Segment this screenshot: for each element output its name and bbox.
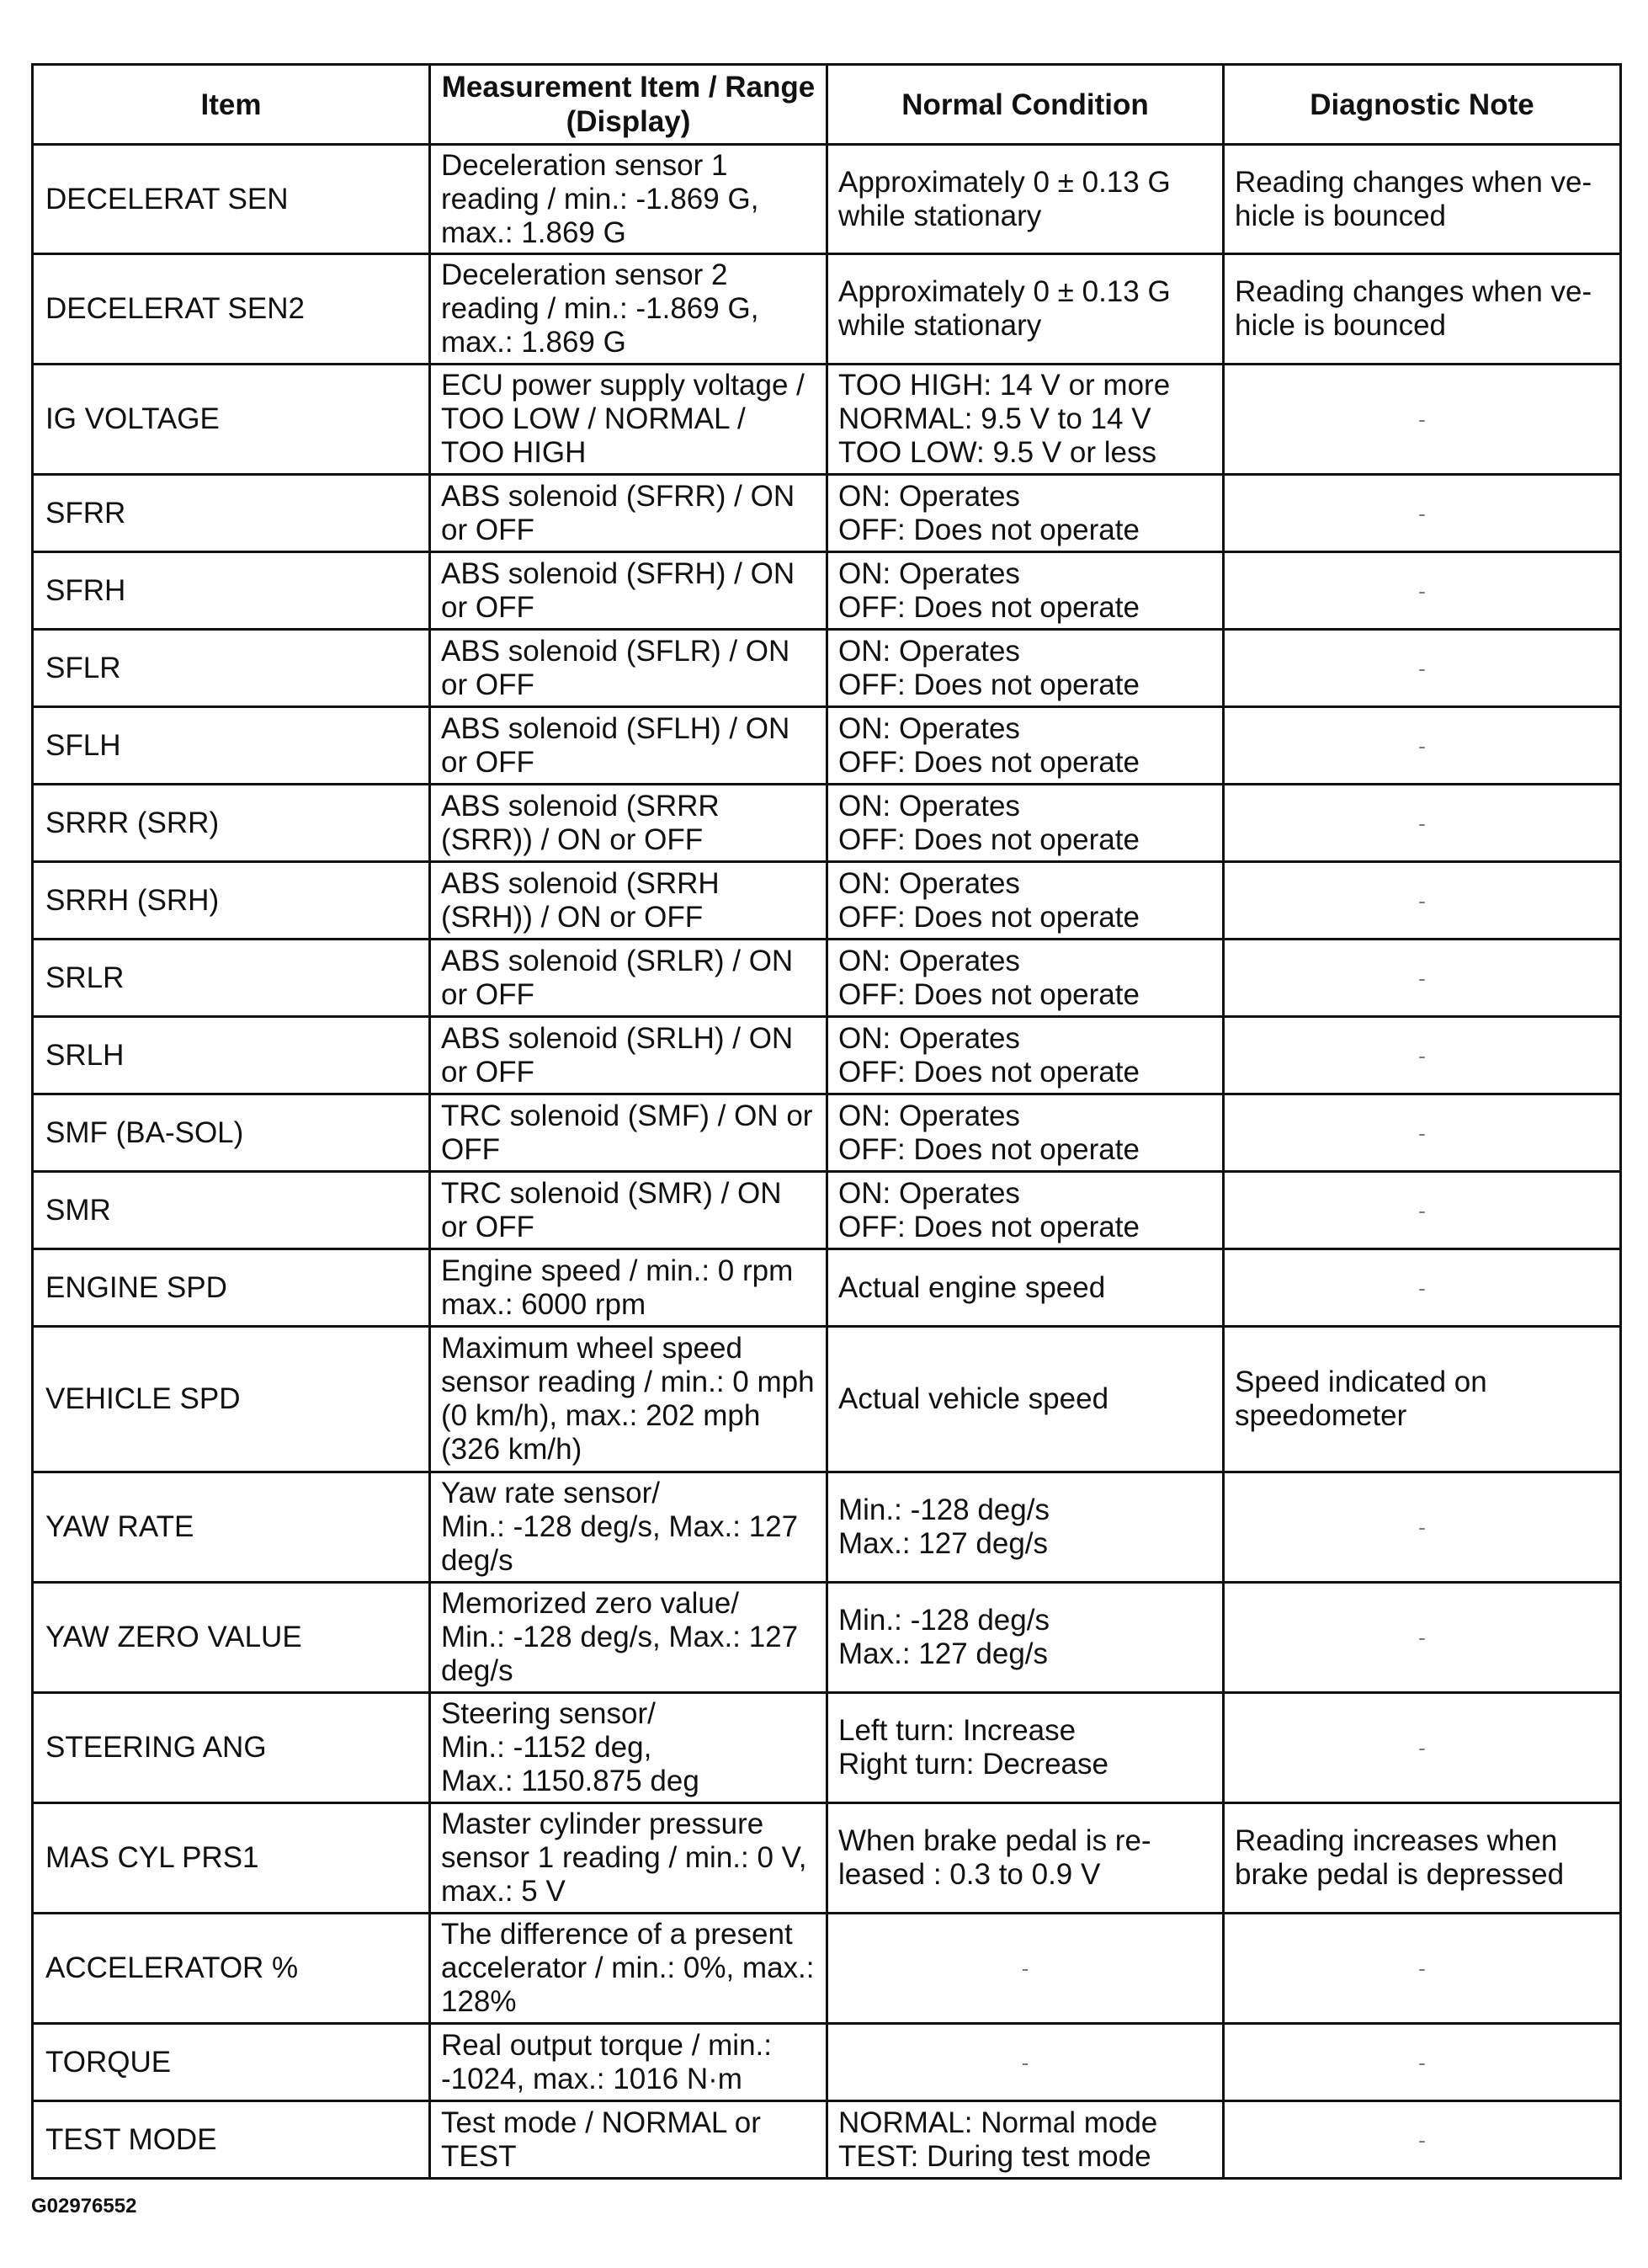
cell-diagnostic-note: - bbox=[1224, 630, 1621, 707]
cell-diagnostic-note: - bbox=[1224, 475, 1621, 552]
cell-normal-condition: Min.: -128 deg/s Max.: 127 deg/s bbox=[827, 1583, 1224, 1693]
cell-normal-condition: ON: Operates OFF: Does not operate bbox=[827, 1172, 1224, 1249]
cell-normal-condition: TOO HIGH: 14 V or more NORMAL: 9.5 V to 14 V TOO LOW: 9.5 V or less bbox=[827, 365, 1224, 475]
cell-normal-condition: Approximately 0 ± 0.13 G while stationary bbox=[827, 254, 1224, 365]
cell-item: SFRH bbox=[33, 552, 430, 630]
cell-measurement: Real output torque / min.: -1024, max.: 1016 N·m bbox=[430, 2024, 827, 2101]
header-diagnostic-note: Diagnostic Note bbox=[1224, 65, 1621, 145]
cell-item: SMR bbox=[33, 1172, 430, 1249]
table-body bbox=[33, 145, 1621, 2179]
cell-item: SRRH (SRH) bbox=[33, 862, 430, 940]
cell-normal-condition: Actual engine speed bbox=[827, 1249, 1224, 1327]
cell-measurement: ABS solenoid (SFRH) / ON or OFF bbox=[430, 552, 827, 630]
cell-item: YAW RATE bbox=[33, 1472, 430, 1583]
table-row bbox=[33, 1803, 1621, 1914]
cell-measurement: ECU power supply voltage / TOO LOW / NORMAL / TOO HIGH bbox=[430, 365, 827, 475]
cell-diagnostic-note: - bbox=[1224, 1249, 1621, 1327]
cell-item: TEST MODE bbox=[33, 2101, 430, 2179]
header-row bbox=[33, 65, 1621, 145]
table-row bbox=[33, 630, 1621, 707]
cell-item: SFRR bbox=[33, 475, 430, 552]
header-normal-condition: Normal Condition bbox=[827, 65, 1224, 145]
cell-measurement: ABS solenoid (SRLR) / ON or OFF bbox=[430, 940, 827, 1017]
cell-normal-condition: - bbox=[827, 2024, 1224, 2101]
cell-item: STEERING ANG bbox=[33, 1693, 430, 1803]
cell-normal-condition: Min.: -128 deg/s Max.: 127 deg/s bbox=[827, 1472, 1224, 1583]
cell-item: SRLR bbox=[33, 940, 430, 1017]
cell-item: ENGINE SPD bbox=[33, 1249, 430, 1327]
cell-item: SMF (BA-SOL) bbox=[33, 1094, 430, 1172]
table-row bbox=[33, 145, 1621, 254]
cell-measurement: The difference of a present accelerator / min.: 0%, max.: 128% bbox=[430, 1914, 827, 2024]
cell-measurement: ABS solenoid (SFLH) / ON or OFF bbox=[430, 707, 827, 785]
cell-diagnostic-note: Speed indicated on speedometer bbox=[1224, 1327, 1621, 1472]
cell-normal-condition: ON: Operates OFF: Does not operate bbox=[827, 630, 1224, 707]
cell-item: TORQUE bbox=[33, 2024, 430, 2101]
cell-measurement: ABS solenoid (SFRR) / ON or OFF bbox=[430, 475, 827, 552]
table-row bbox=[33, 1249, 1621, 1327]
cell-normal-condition: ON: Operates OFF: Does not operate bbox=[827, 707, 1224, 785]
cell-diagnostic-note: - bbox=[1224, 862, 1621, 940]
cell-measurement: Yaw rate sensor/ Min.: -128 deg/s, Max.: 127 deg/s bbox=[430, 1472, 827, 1583]
cell-diagnostic-note: - bbox=[1224, 365, 1621, 475]
table-row bbox=[33, 707, 1621, 785]
cell-item: ACCELERATOR % bbox=[33, 1914, 430, 2024]
table-row bbox=[33, 940, 1621, 1017]
cell-normal-condition: ON: Operates OFF: Does not operate bbox=[827, 475, 1224, 552]
table-row bbox=[33, 1472, 1621, 1583]
cell-item: IG VOLTAGE bbox=[33, 365, 430, 475]
cell-normal-condition: Approximately 0 ± 0.13 G while stationary bbox=[827, 145, 1224, 254]
table-row bbox=[33, 862, 1621, 940]
table-row bbox=[33, 254, 1621, 365]
cell-measurement: Deceleration sensor 1 reading / min.: -1.869 G, max.: 1.869 G bbox=[430, 145, 827, 254]
table-row bbox=[33, 785, 1621, 862]
cell-diagnostic-note: - bbox=[1224, 785, 1621, 862]
cell-measurement: Engine speed / min.: 0 rpm max.: 6000 rpm bbox=[430, 1249, 827, 1327]
table-row bbox=[33, 1583, 1621, 1693]
cell-item: DECELERAT SEN bbox=[33, 145, 430, 254]
table-row bbox=[33, 1914, 1621, 2024]
table-row bbox=[33, 1094, 1621, 1172]
cell-diagnostic-note: - bbox=[1224, 2024, 1621, 2101]
cell-diagnostic-note: - bbox=[1224, 1017, 1621, 1094]
cell-item: YAW ZERO VALUE bbox=[33, 1583, 430, 1693]
cell-measurement: Maximum wheel speed sensor reading / min.: 0 mph (0 km/h), max.: 202 mph (326 km/h) bbox=[430, 1327, 827, 1472]
header-measurement-item: Measurement Item / Range (Display) bbox=[430, 65, 827, 145]
cell-diagnostic-note: - bbox=[1224, 1094, 1621, 1172]
cell-normal-condition: Actual vehicle speed bbox=[827, 1327, 1224, 1472]
cell-normal-condition: ON: Operates OFF: Does not operate bbox=[827, 552, 1224, 630]
cell-diagnostic-note: Reading changes when ve- hicle is bounced bbox=[1224, 145, 1621, 254]
data-list-table-container bbox=[31, 63, 1619, 2180]
table-row bbox=[33, 2024, 1621, 2101]
cell-diagnostic-note: - bbox=[1224, 1583, 1621, 1693]
table-row bbox=[33, 1327, 1621, 1472]
cell-measurement: Test mode / NORMAL or TEST bbox=[430, 2101, 827, 2179]
table-row bbox=[33, 2101, 1621, 2179]
data-list-table bbox=[31, 63, 1622, 2180]
cell-normal-condition: ON: Operates OFF: Does not operate bbox=[827, 785, 1224, 862]
cell-normal-condition: - bbox=[827, 1914, 1224, 2024]
cell-diagnostic-note: Reading changes when ve- hicle is bounced bbox=[1224, 254, 1621, 365]
cell-item: VEHICLE SPD bbox=[33, 1327, 430, 1472]
table-row bbox=[33, 1017, 1621, 1094]
cell-normal-condition: NORMAL: Normal mode TEST: During test mode bbox=[827, 2101, 1224, 2179]
cell-item: MAS CYL PRS1 bbox=[33, 1803, 430, 1914]
cell-diagnostic-note: - bbox=[1224, 552, 1621, 630]
cell-normal-condition: Left turn: Increase Right turn: Decrease bbox=[827, 1693, 1224, 1803]
cell-measurement: TRC solenoid (SMR) / ON or OFF bbox=[430, 1172, 827, 1249]
cell-measurement: TRC solenoid (SMF) / ON or OFF bbox=[430, 1094, 827, 1172]
cell-diagnostic-note: - bbox=[1224, 707, 1621, 785]
cell-item: SRLH bbox=[33, 1017, 430, 1094]
cell-measurement: Deceleration sensor 2 reading / min.: -1.869 G, max.: 1.869 G bbox=[430, 254, 827, 365]
table-row bbox=[33, 1172, 1621, 1249]
table-row bbox=[33, 1693, 1621, 1803]
cell-item: SRRR (SRR) bbox=[33, 785, 430, 862]
table-row bbox=[33, 365, 1621, 475]
cell-diagnostic-note: Reading increases when brake pedal is depressed bbox=[1224, 1803, 1621, 1914]
cell-diagnostic-note: - bbox=[1224, 1914, 1621, 2024]
cell-normal-condition: When brake pedal is re- leased : 0.3 to 0.9 V bbox=[827, 1803, 1224, 1914]
cell-item: SFLR bbox=[33, 630, 430, 707]
cell-measurement: ABS solenoid (SRRH (SRH)) / ON or OFF bbox=[430, 862, 827, 940]
cell-measurement: Steering sensor/ Min.: -1152 deg, Max.: 1150.875 deg bbox=[430, 1693, 827, 1803]
cell-measurement: ABS solenoid (SRLH) / ON or OFF bbox=[430, 1017, 827, 1094]
table-row bbox=[33, 475, 1621, 552]
cell-diagnostic-note: - bbox=[1224, 2101, 1621, 2179]
cell-item: SFLH bbox=[33, 707, 430, 785]
cell-normal-condition: ON: Operates OFF: Does not operate bbox=[827, 940, 1224, 1017]
cell-measurement: Memorized zero value/ Min.: -128 deg/s, Max.: 127 deg/s bbox=[430, 1583, 827, 1693]
cell-normal-condition: ON: Operates OFF: Does not operate bbox=[827, 862, 1224, 940]
figure-id: G02976552 bbox=[31, 2195, 137, 2217]
cell-diagnostic-note: - bbox=[1224, 940, 1621, 1017]
cell-measurement: ABS solenoid (SFLR) / ON or OFF bbox=[430, 630, 827, 707]
table-row bbox=[33, 552, 1621, 630]
cell-diagnostic-note: - bbox=[1224, 1172, 1621, 1249]
cell-normal-condition: ON: Operates OFF: Does not operate bbox=[827, 1094, 1224, 1172]
header-item: Item bbox=[33, 65, 430, 145]
cell-diagnostic-note: - bbox=[1224, 1472, 1621, 1583]
cell-measurement: Master cylinder pressure sensor 1 reading / min.: 0 V, max.: 5 V bbox=[430, 1803, 827, 1914]
cell-normal-condition: ON: Operates OFF: Does not operate bbox=[827, 1017, 1224, 1094]
cell-item: DECELERAT SEN2 bbox=[33, 254, 430, 365]
cell-measurement: ABS solenoid (SRRR (SRR)) / ON or OFF bbox=[430, 785, 827, 862]
cell-diagnostic-note: - bbox=[1224, 1693, 1621, 1803]
